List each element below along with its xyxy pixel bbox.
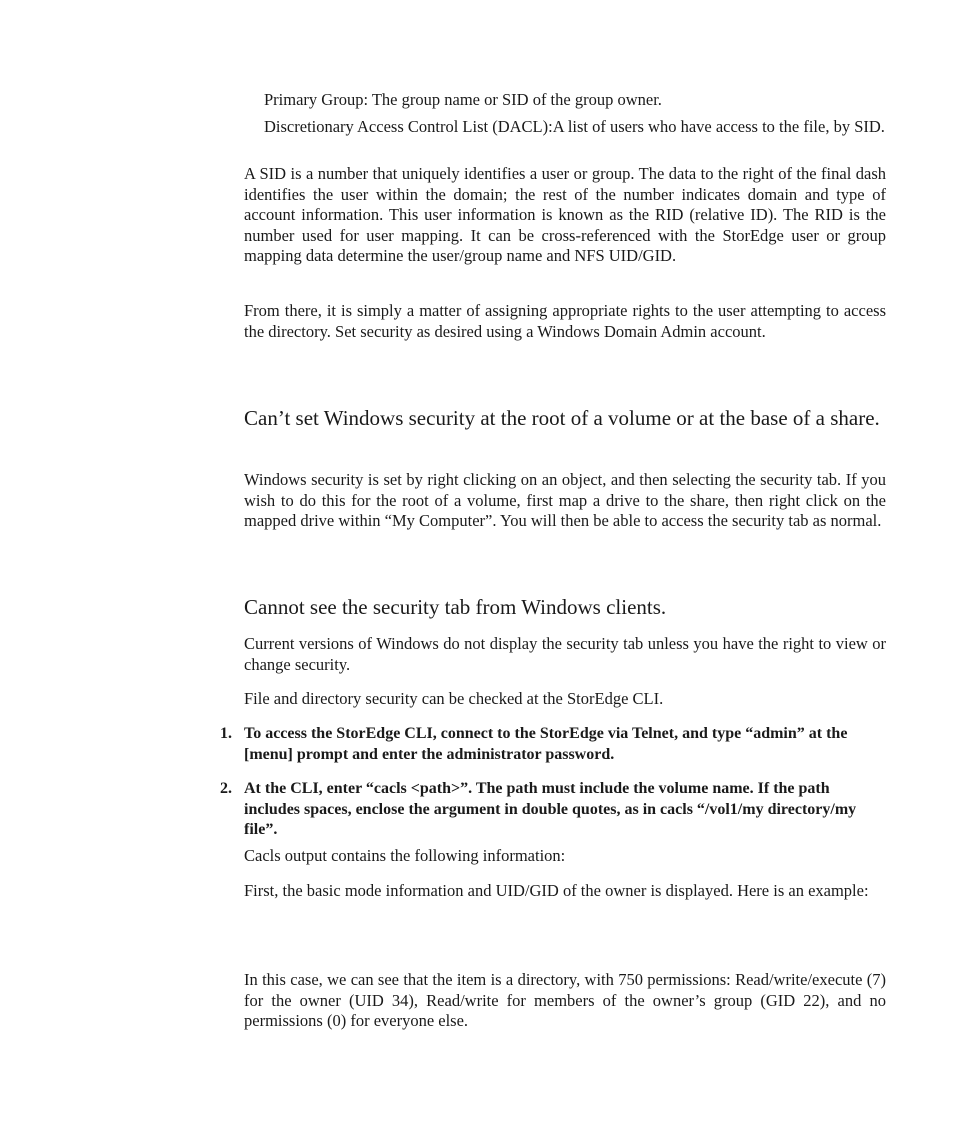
cacls-intro-paragraph: Cacls output contains the following information: — [244, 846, 566, 865]
section-heading-security-tab: Cannot see the security tab from Windows clients. — [244, 595, 667, 619]
cli-check-paragraph: File and directory security can be checked at the StorEdge CLI. — [244, 689, 664, 708]
sid-paragraph: A SID is a number that uniquely identifies a user or group. The data to the right of the final dash identifies the user within the domain; the rest of the number indicates domain and type of account information. This user information is known as the RID (relative ID). The RID is the number used for user mapping. It can be cross-referenced with the StorEdge user or group mapping data determine the user/group name and NFS UID/GID. — [244, 164, 886, 265]
step-number: 2. — [220, 780, 232, 797]
dacl-item: Discretionary Access Control List (DACL):A list of users who have access to the file, by SID. — [264, 117, 885, 136]
primary-group-item: Primary Group: The group name or SID of the group owner. — [264, 90, 662, 109]
step-text: At the CLI, enter “cacls <path>”. The path must include the volume name. If the path includes spaces, enclose the argument in double quotes, as in cacls “/vol1/my directory/my file”. — [244, 780, 857, 838]
step-text: To access the StorEdge CLI, connect to the StorEdge via Telnet, and type “admin” at the [menu] prompt and enter the administrator password. — [244, 725, 848, 763]
root-security-paragraph: Windows security is set by right clicking on an object, and then selecting the security tab. If you wish to do this for the root of a volume, first map a drive to the share, then right click on the mapped drive within “My Computer”. You will then be able to access the security tab as normal. — [244, 470, 886, 530]
basic-mode-paragraph: First, the basic mode information and UID/GID of the owner is displayed. Here is an example: — [244, 881, 869, 900]
step-number: 1. — [220, 725, 232, 742]
step-1 — [220, 724, 886, 765]
section-heading-root-security: Can’t set Windows security at the root of a volume or at the base of a share. — [244, 406, 880, 430]
permissions-explanation-paragraph: In this case, we can see that the item is a directory, with 750 permissions: Read/write/execute (7) for the owner (UID 34), Read/write for members of the owner’s group (GID 22), and no permissions (0) for everyone else. — [244, 970, 886, 1030]
rights-paragraph: From there, it is simply a matter of assigning appropriate rights to the user attempting to access the directory. Set security as desired using a Windows Domain Admin account. — [244, 301, 886, 341]
step-2 — [220, 779, 886, 841]
security-tab-paragraph: Current versions of Windows do not display the security tab unless you have the right to view or change security. — [244, 634, 886, 674]
